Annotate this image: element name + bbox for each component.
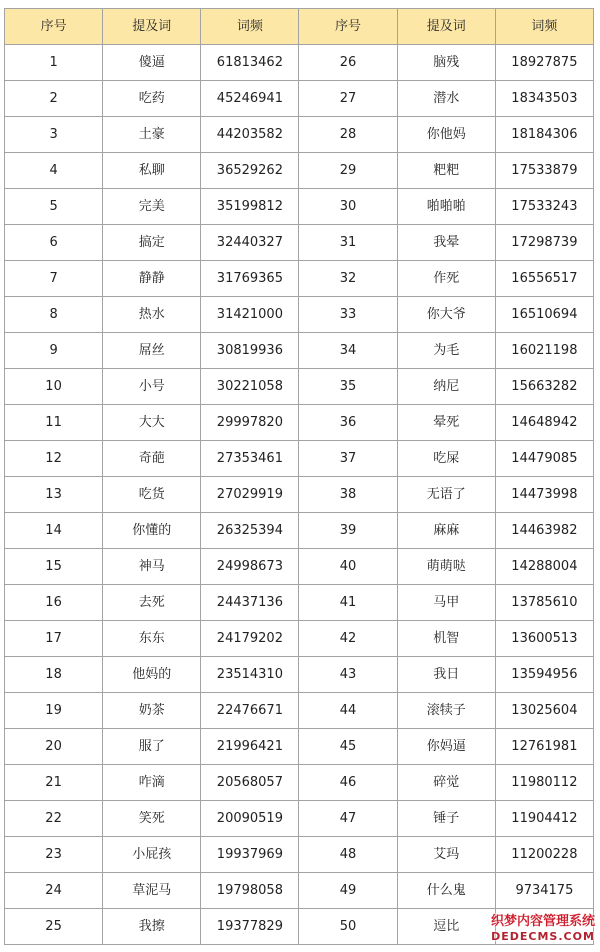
table-row <box>5 297 594 333</box>
cell-index: 24 <box>5 873 103 909</box>
cell-index: 38 <box>299 477 397 513</box>
cell-index: 45 <box>299 729 397 765</box>
cell-term: 麻麻 <box>397 513 495 549</box>
cell-index: 17 <box>5 621 103 657</box>
table-row <box>5 153 594 189</box>
cell-index: 10 <box>5 369 103 405</box>
cell-index: 34 <box>299 333 397 369</box>
cell-frequency: 19798058 <box>201 873 299 909</box>
cell-index: 50 <box>299 909 397 945</box>
cell-index: 42 <box>299 621 397 657</box>
cell-term: 滚犊子 <box>397 693 495 729</box>
cell-term: 笑死 <box>103 801 201 837</box>
cell-term: 草泥马 <box>103 873 201 909</box>
cell-index: 6 <box>5 225 103 261</box>
cell-term: 粑粑 <box>397 153 495 189</box>
cell-term: 锤子 <box>397 801 495 837</box>
cell-term: 热水 <box>103 297 201 333</box>
cell-index: 28 <box>299 117 397 153</box>
cell-frequency: 14473998 <box>495 477 593 513</box>
cell-term: 逗比 <box>397 909 495 945</box>
cell-index: 13 <box>5 477 103 513</box>
cell-frequency: 23514310 <box>201 657 299 693</box>
cell-index: 5 <box>5 189 103 225</box>
cell-index: 2 <box>5 81 103 117</box>
cell-frequency: 35199812 <box>201 189 299 225</box>
cell-term: 你懂的 <box>103 513 201 549</box>
cell-index: 47 <box>299 801 397 837</box>
cell-frequency: 22476671 <box>201 693 299 729</box>
cell-term: 吃屎 <box>397 441 495 477</box>
cell-index: 16 <box>5 585 103 621</box>
cell-index: 14 <box>5 513 103 549</box>
cell-index: 30 <box>299 189 397 225</box>
table-row <box>5 909 594 945</box>
cell-term: 你妈逼 <box>397 729 495 765</box>
cell-term: 搞定 <box>103 225 201 261</box>
cell-term: 萌萌哒 <box>397 549 495 585</box>
cell-frequency: 18343503 <box>495 81 593 117</box>
cell-index: 4 <box>5 153 103 189</box>
cell-frequency: 11200228 <box>495 837 593 873</box>
cell-index: 46 <box>299 765 397 801</box>
cell-index: 22 <box>5 801 103 837</box>
cell-frequency: 17533879 <box>495 153 593 189</box>
cell-term: 完美 <box>103 189 201 225</box>
cell-frequency: 19377829 <box>201 909 299 945</box>
cell-term: 潜水 <box>397 81 495 117</box>
cell-term: 啪啪啪 <box>397 189 495 225</box>
cell-term: 屌丝 <box>103 333 201 369</box>
word-frequency-table <box>4 8 594 945</box>
cell-frequency: 14288004 <box>495 549 593 585</box>
cell-term: 我日 <box>397 657 495 693</box>
cell-frequency: 30819936 <box>201 333 299 369</box>
cell-index: 11 <box>5 405 103 441</box>
table-row <box>5 477 594 513</box>
cell-frequency: 21996421 <box>201 729 299 765</box>
cell-term: 碎觉 <box>397 765 495 801</box>
cell-frequency: 11904412 <box>495 801 593 837</box>
cell-index: 48 <box>299 837 397 873</box>
cell-index: 32 <box>299 261 397 297</box>
cell-term: 东东 <box>103 621 201 657</box>
cell-term: 大大 <box>103 405 201 441</box>
watermark-title: 织梦内容管理系统 <box>490 914 595 929</box>
cell-term: 为毛 <box>397 333 495 369</box>
cell-term: 神马 <box>103 549 201 585</box>
cell-frequency: 15663282 <box>495 369 593 405</box>
cell-term: 马甲 <box>397 585 495 621</box>
cell-frequency: 13785610 <box>495 585 593 621</box>
cell-index: 1 <box>5 45 103 81</box>
cell-frequency: 16510694 <box>495 297 593 333</box>
cell-term: 土豪 <box>103 117 201 153</box>
cell-index: 21 <box>5 765 103 801</box>
table-row <box>5 765 594 801</box>
cell-term: 私聊 <box>103 153 201 189</box>
cell-term: 他妈的 <box>103 657 201 693</box>
table-row <box>5 549 594 585</box>
cell-index: 23 <box>5 837 103 873</box>
cell-index: 26 <box>299 45 397 81</box>
cell-frequency: 27029919 <box>201 477 299 513</box>
cell-term: 服了 <box>103 729 201 765</box>
cell-index: 29 <box>299 153 397 189</box>
cell-term: 吃药 <box>103 81 201 117</box>
table-row <box>5 81 594 117</box>
header-term: 提及词 <box>397 9 495 45</box>
table-row <box>5 405 594 441</box>
cell-index: 18 <box>5 657 103 693</box>
cell-frequency: 11980112 <box>495 765 593 801</box>
header-frequency: 词频 <box>495 9 593 45</box>
cell-index: 19 <box>5 693 103 729</box>
cell-frequency: 61813462 <box>201 45 299 81</box>
table-row <box>5 729 594 765</box>
cell-term: 你他妈 <box>397 117 495 153</box>
cell-index: 7 <box>5 261 103 297</box>
cell-index: 12 <box>5 441 103 477</box>
cell-frequency: 18927875 <box>495 45 593 81</box>
cell-frequency: 19937969 <box>201 837 299 873</box>
cell-index: 37 <box>299 441 397 477</box>
cell-frequency <box>495 909 593 945</box>
cell-index: 31 <box>299 225 397 261</box>
cell-frequency: 12761981 <box>495 729 593 765</box>
header-frequency: 词频 <box>201 9 299 45</box>
cell-frequency: 18184306 <box>495 117 593 153</box>
cell-term: 无语了 <box>397 477 495 513</box>
table-row <box>5 225 594 261</box>
cell-term: 晕死 <box>397 405 495 441</box>
header-term: 提及词 <box>103 9 201 45</box>
cell-index: 8 <box>5 297 103 333</box>
cell-index: 33 <box>299 297 397 333</box>
cell-term: 奶茶 <box>103 693 201 729</box>
cell-term: 你大爷 <box>397 297 495 333</box>
header-index: 序号 <box>5 9 103 45</box>
cell-term: 我擦 <box>103 909 201 945</box>
cell-frequency: 31421000 <box>201 297 299 333</box>
cell-term: 我晕 <box>397 225 495 261</box>
cell-term: 吃货 <box>103 477 201 513</box>
cell-index: 43 <box>299 657 397 693</box>
cell-index: 39 <box>299 513 397 549</box>
cell-term: 艾玛 <box>397 837 495 873</box>
cell-frequency: 24179202 <box>201 621 299 657</box>
cell-term: 小屁孩 <box>103 837 201 873</box>
cell-frequency: 44203582 <box>201 117 299 153</box>
cell-frequency: 45246941 <box>201 81 299 117</box>
cell-term: 去死 <box>103 585 201 621</box>
table-row <box>5 261 594 297</box>
cell-frequency: 26325394 <box>201 513 299 549</box>
table-row <box>5 45 594 81</box>
cell-term: 小号 <box>103 369 201 405</box>
cell-frequency: 24437136 <box>201 585 299 621</box>
table-row <box>5 189 594 225</box>
table-row <box>5 513 594 549</box>
cell-frequency: 24998673 <box>201 549 299 585</box>
table-row <box>5 837 594 873</box>
table-row <box>5 441 594 477</box>
cell-frequency: 29997820 <box>201 405 299 441</box>
cell-index: 41 <box>299 585 397 621</box>
cell-frequency: 17533243 <box>495 189 593 225</box>
cell-index: 40 <box>299 549 397 585</box>
cell-index: 9 <box>5 333 103 369</box>
cell-frequency: 30221058 <box>201 369 299 405</box>
table-row <box>5 621 594 657</box>
cell-term: 奇葩 <box>103 441 201 477</box>
cell-term: 纳尼 <box>397 369 495 405</box>
cell-index: 49 <box>299 873 397 909</box>
cell-frequency: 13600513 <box>495 621 593 657</box>
cell-index: 35 <box>299 369 397 405</box>
cell-term: 咋滴 <box>103 765 201 801</box>
cell-term: 静静 <box>103 261 201 297</box>
cell-frequency: 14648942 <box>495 405 593 441</box>
cell-term: 作死 <box>397 261 495 297</box>
cell-index: 20 <box>5 729 103 765</box>
table-row <box>5 369 594 405</box>
watermark-domain: DEDECMS.COM <box>491 930 595 943</box>
cell-term: 傻逼 <box>103 45 201 81</box>
table-row <box>5 693 594 729</box>
table-row <box>5 333 594 369</box>
cell-term: 什么鬼 <box>397 873 495 909</box>
table-row <box>5 585 594 621</box>
cell-index: 3 <box>5 117 103 153</box>
table-row <box>5 873 594 909</box>
cell-frequency: 36529262 <box>201 153 299 189</box>
cell-frequency: 14463982 <box>495 513 593 549</box>
cell-frequency: 13025604 <box>495 693 593 729</box>
cell-frequency: 9734175 <box>495 873 593 909</box>
cell-index: 27 <box>299 81 397 117</box>
header-row <box>5 9 594 45</box>
table-row <box>5 657 594 693</box>
cell-frequency: 16021198 <box>495 333 593 369</box>
cell-term: 脑残 <box>397 45 495 81</box>
header-index: 序号 <box>299 9 397 45</box>
cell-frequency: 20568057 <box>201 765 299 801</box>
cell-frequency: 20090519 <box>201 801 299 837</box>
cell-frequency: 13594956 <box>495 657 593 693</box>
cell-frequency: 14479085 <box>495 441 593 477</box>
cell-term: 机智 <box>397 621 495 657</box>
cell-frequency: 31769365 <box>201 261 299 297</box>
table-row <box>5 117 594 153</box>
table-row <box>5 801 594 837</box>
cell-index: 25 <box>5 909 103 945</box>
cell-index: 15 <box>5 549 103 585</box>
cell-index: 44 <box>299 693 397 729</box>
cell-index: 36 <box>299 405 397 441</box>
cell-frequency: 27353461 <box>201 441 299 477</box>
cell-frequency: 17298739 <box>495 225 593 261</box>
cell-frequency: 32440327 <box>201 225 299 261</box>
cell-frequency: 16556517 <box>495 261 593 297</box>
